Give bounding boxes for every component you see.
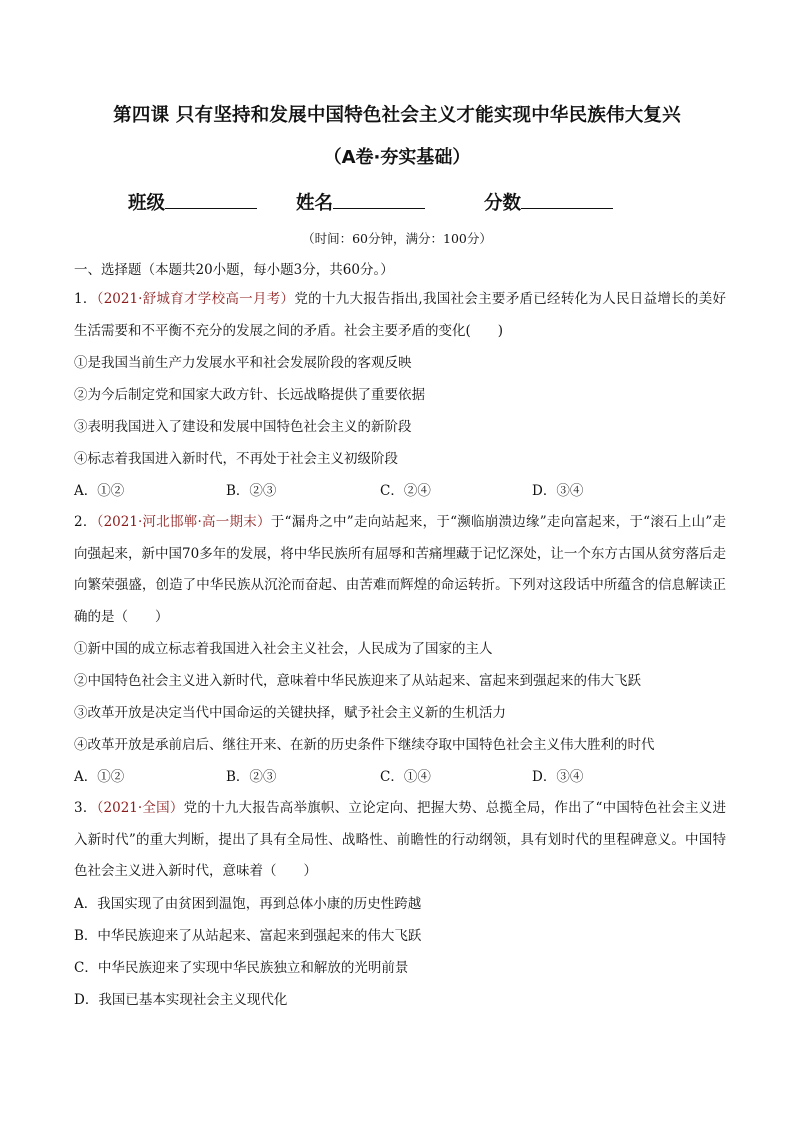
answer-options bbox=[74, 475, 726, 507]
question-stem bbox=[74, 284, 726, 347]
question-number: 3． bbox=[74, 800, 97, 816]
option-b[interactable]: B．②③ bbox=[226, 483, 277, 499]
option-c[interactable]: C．中华民族迎来了实现中华民族独立和解放的光明前景 bbox=[74, 959, 409, 976]
question-source: （2021·舒城育才学校高一月考） bbox=[96, 291, 295, 307]
answer-options bbox=[74, 761, 726, 793]
statement: ①是我国当前生产力发展水平和社会发展阶段的客观反映 bbox=[74, 355, 412, 371]
question-source: （2021·全国） bbox=[96, 800, 184, 816]
option-d[interactable]: D．我国已基本实现社会主义现代化 bbox=[74, 991, 288, 1008]
option-c[interactable]: C．②④ bbox=[380, 483, 431, 499]
question-2 bbox=[74, 507, 726, 793]
statement: ③改革开放是决定当代中国命运的关键抉择，赋予社会主义新的生机活力 bbox=[74, 705, 506, 721]
question-number: 1． bbox=[74, 291, 97, 307]
option-a[interactable]: A．①② bbox=[74, 769, 125, 785]
option-d[interactable]: D．③④ bbox=[532, 769, 584, 785]
exam-body bbox=[74, 256, 726, 1016]
question-source: （2021·河北邯郸·高一期末） bbox=[96, 514, 271, 530]
option-a[interactable]: A．我国实现了由贫困到温饱，再到总体小康的历史性跨越 bbox=[74, 895, 422, 912]
statement: ①新中国的成立标志着我国进入社会主义社会，人民成为了国家的主人 bbox=[74, 641, 493, 657]
class-field[interactable] bbox=[128, 186, 257, 219]
option-b[interactable]: B．②③ bbox=[226, 769, 277, 785]
section-heading: 一、选择题（本题共20小题，每小题3分，共60分。） bbox=[74, 262, 394, 278]
question-number: 2． bbox=[74, 514, 97, 530]
name-label: 姓名 bbox=[296, 193, 334, 214]
page-title: 第四课 只有坚持和发展中国特色社会主义才能实现中华民族伟大复兴 bbox=[113, 105, 681, 126]
statement: ②为今后制定党和国家大政方针、长远战略提供了重要依据 bbox=[74, 387, 425, 403]
option-b[interactable]: B．中华民族迎来了从站起来、富起来到强起来的伟大飞跃 bbox=[74, 927, 422, 944]
question-stem bbox=[74, 793, 726, 888]
class-blank[interactable] bbox=[165, 186, 257, 209]
statement: ②中国特色社会主义进入新时代，意味着中华民族迎来了从站起来、富起来到强起来的伟大飞跃 bbox=[74, 673, 641, 689]
question-text: 党的十九大报告指出,我国社会主要矛盾已经转化为人民日益增长的美好生活需要和不平衡不充分的发展之间的矛盾。社会主要矛盾的变化( ) bbox=[74, 291, 727, 339]
question-1 bbox=[74, 284, 726, 507]
question-text: 党的十九大报告高举旗帜、立论定向、把握大势、总揽全局，作出了“中国特色社会主义进入新时代”的重大判断，提出了具有全局性、战略性、前瞻性的行动纲领，具有划时代的里程碑意义。中国特色社会主义进入新时代，意味着（ ） bbox=[74, 800, 727, 879]
statement: ④标志着我国进入新时代，不再处于社会主义初级阶段 bbox=[74, 451, 398, 467]
option-c[interactable]: C．①④ bbox=[380, 769, 431, 785]
page-subtitle: （A卷·夯实基础） bbox=[323, 147, 471, 168]
name-blank[interactable] bbox=[333, 186, 425, 209]
name-field[interactable] bbox=[296, 186, 425, 219]
question-stem bbox=[74, 507, 726, 633]
score-blank[interactable] bbox=[521, 186, 613, 209]
option-a[interactable]: A．①② bbox=[74, 483, 125, 499]
question-3 bbox=[74, 793, 726, 1016]
option-d[interactable]: D．③④ bbox=[532, 483, 584, 499]
time-note: （时间：60分钟，满分：100分） bbox=[302, 231, 492, 246]
score-field[interactable] bbox=[484, 186, 613, 219]
score-label: 分数 bbox=[484, 193, 522, 214]
class-label: 班级 bbox=[128, 193, 166, 214]
question-text: 于“漏舟之中”走向站起来，于“濒临崩溃边缘”走向富起来，于“滚石上山”走向强起来，新中国70多年的发展，将中华民族所有屈辱和苦痛埋藏于记忆深处，让一个东方古国从贫穷落后走向繁荣强盛，创造了中华民族从沉沦而奋起、由苦难而辉煌的命运转折。下列对这段话中所蕴含的信息解读正确的是（ ） bbox=[74, 514, 726, 625]
statement: ④改革开放是承前启后、继往开来、在新的历史条件下继续夺取中国特色社会主义伟大胜利的时代 bbox=[74, 737, 655, 753]
statement: ③表明我国进入了建设和发展中国特色社会主义的新阶段 bbox=[74, 419, 412, 435]
